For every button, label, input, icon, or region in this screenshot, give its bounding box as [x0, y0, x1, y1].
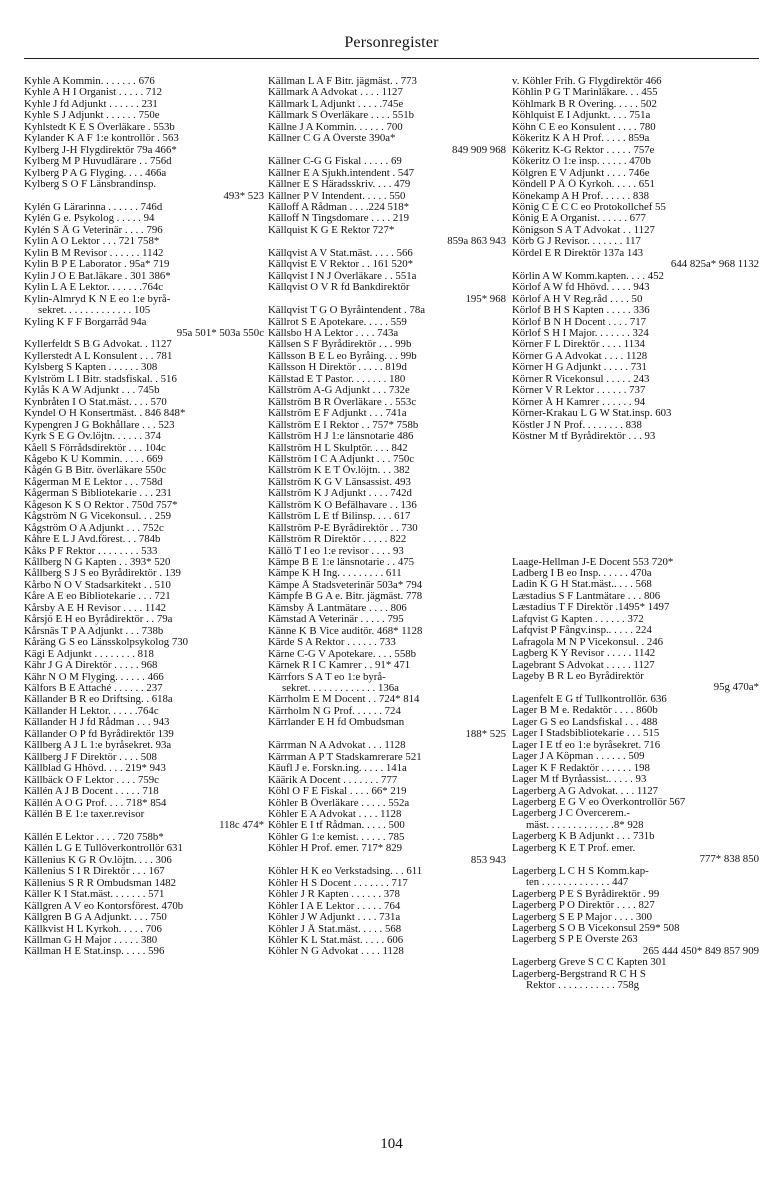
register-entry: ten . . . . . . . . . . . . . 447	[526, 877, 629, 889]
register-entry: Källström A-G Adjunkt . . . 732e	[268, 385, 410, 397]
register-entry: Källner E S Häradsskriv. . . . 479	[268, 179, 411, 191]
register-entry: Lagerberg-Bergstrand R C H S	[512, 968, 646, 980]
register-entry: Källström L E tf Bilinsp. . . . 617	[268, 511, 411, 523]
register-entry: Lagerberg L C H S Komm.kap-	[512, 865, 649, 877]
register-entry: Kylberg M P Huvudlärare . . 756d	[24, 156, 172, 168]
register-entry: Källberg A J L 1:e byråsekret. 93a	[24, 740, 172, 752]
register-entry: Kårsjö E H eo Byrådirektör . . 79a	[24, 614, 173, 626]
register-entry: Köhler J R Kapten . . . . . . 378	[268, 889, 400, 901]
register-entry: Ladin K G H Stat.mäst.. . . . 568	[512, 579, 652, 591]
register-entry: Käller K I Stat.mäst. . . . . . . 571	[24, 889, 165, 901]
register-entry: Körner F L Direktör . . . . 1134	[512, 339, 645, 351]
register-entry: Lager G S eo Landsfiskal . . . 488	[512, 716, 658, 728]
register-entry: Kärrholm E M Docent . . 724* 814	[268, 694, 420, 706]
register-entry: Källqvist I N J Överläkare . . 551a	[268, 270, 417, 282]
register-entry: Kärrman N A Advokat . . . 1128	[268, 740, 406, 752]
register-entry: Källoff N Tingsdomare . . . . 219	[268, 213, 410, 225]
register-entry: Kyrk S E G Öv.löjtn. . . . . . 374	[24, 431, 161, 443]
register-entry: Köstler J N Prof. . . . . . . . 838	[512, 419, 642, 431]
register-entry: Källmark L Adjunkt . . . . .745e	[268, 98, 404, 110]
register-entry: Lagerberg P E S Byrådirektör . 99	[512, 888, 660, 900]
register-entry: Kågeson K S O Rektor . 750d 757*	[24, 499, 178, 511]
register-entry: Köhler J Å Stat.mäst. . . . . 568	[268, 923, 402, 935]
register-entry: Laage-Hellman J-E Docent 553 720*	[512, 556, 674, 568]
register-entry: Källsson H Direktör . . . . . 819d	[268, 362, 407, 374]
register-entry: Kåre A E eo Bibliotekarie . . . 721	[24, 591, 171, 603]
register-entry: Rektor . . . . . . . . . . . 758g	[526, 980, 640, 992]
register-entry: Kårsnäs T P A Adjunkt . . . 738b	[24, 625, 164, 637]
register-entry: Kylin J O E Bat.läkare . 301 386*	[24, 270, 171, 282]
register-entry: Källoff A Rådman . . . .224 518*	[268, 201, 410, 213]
register-entry: Lager J A Köpman . . . . . . 509	[512, 751, 645, 763]
register-entry: König C E C C eo Protokollchef 55	[512, 201, 666, 213]
register-entry: Källner C-G G Fiskal . . . . . 69	[268, 156, 402, 168]
register-entry: Källqvist T G O Byråintendent . 78a	[268, 305, 426, 317]
register-entry: Körb G J Revisor. . . . . . . 117	[512, 236, 641, 248]
register-entry: Lafragola M N P Vicekonsul. . 246	[512, 636, 664, 648]
register-entry: Kähr N O M Flyging. . . . . . 466	[24, 671, 164, 683]
register-entry: 95a 501* 503a 550c	[176, 327, 264, 339]
register-entry: Kåks P F Rektor . . . . . . . . 533	[24, 545, 158, 557]
register-entry: Kågerman S Bibliotekarie . . . 231	[24, 488, 172, 500]
register-entry: Kämpe Å Stadsveterinär 503a* 794	[268, 579, 423, 591]
register-entry: Källén E Lektor . . . . 720 758b*	[24, 831, 164, 843]
register-entry: Körner G A Advokat . . . . 1128	[512, 350, 648, 362]
register-entry: Kylin B M Revisor . . . . . . 1142	[24, 247, 164, 259]
register-entry: Kärrfors S A T eo 1:e byrå-	[268, 671, 386, 683]
register-entry: Kylberg P A G Flyging. . . . 466a	[24, 167, 167, 179]
register-entry: Lagerberg Greve S C C Kapten 301	[512, 957, 667, 969]
register-entry: Källenius S I R Direktör . . . 167	[24, 866, 165, 878]
register-entry: Köhler H S Docent . . . . . . . 717	[268, 877, 408, 889]
register-entry: Kylander K A F 1:e kontrollör . 563	[24, 133, 179, 145]
register-entry: Källén B E 1:e taxer.revisor	[24, 809, 145, 820]
register-entry: Köhlquist E I Adjunkt. . . . 751a	[512, 110, 651, 122]
register-entry: 853 943	[470, 854, 506, 866]
register-entry: Källmark A Advokat . . . . 1127	[268, 87, 403, 99]
register-entry: Kökeritz K-G Rektor . . . . . 757e	[512, 144, 655, 156]
register-entry: Kylin-Almryd K N E eo 1:e byrå-	[24, 293, 171, 305]
register-entry: Kypengren J G Bokhållare . . . 523	[24, 419, 175, 431]
register-entry: Kårbo N O V Stadsarkitekt . . 510	[24, 579, 171, 591]
register-entry: Källström H J 1:e länsnotarie 486	[268, 431, 414, 443]
register-entry: Köhler G 1:e kemist. . . . . . 785	[268, 831, 405, 843]
register-entry: Körner H G Adjunkt . . . . . 731	[512, 362, 647, 374]
register-entry: v. Köhler Frih. G Flygdirektör 466	[512, 76, 662, 87]
register-entry: Källö T I eo 1:e revisor . . . . 93	[268, 545, 404, 557]
register-entry: Källström K E T Öv.löjtn. . . 382	[268, 465, 410, 477]
register-entry: Källqvist E V Rektor . . 161 520*	[268, 259, 414, 271]
register-entry: Kärne C-G V Apotekare. . . . 558b	[268, 648, 417, 660]
register-entry: Kågén G B Bitr. överläkare 550c	[24, 465, 167, 477]
register-entry: König E A Organist. . . . . . 677	[512, 213, 646, 225]
register-entry: Kärde S A Rektor . . . . . . 733	[268, 637, 396, 649]
register-entry: Kågebo K U Kommin. . . . . 669	[24, 453, 163, 465]
register-entry: Käufl J e. Forskn.ing. . . . . 141a	[268, 763, 407, 775]
register-entry: Kynbråten I O Stat.mäst. . . . 570	[24, 396, 167, 408]
register-entry: Källbäck O F Lektor . . . . 759c	[24, 774, 159, 786]
register-entry: Källström B R Överläkare . . 553c	[268, 396, 417, 408]
register-entry: Kylin A O Lektor . . . 721 758*	[24, 236, 160, 248]
register-entry: Källén A J B Docent . . . . . 718	[24, 786, 159, 798]
register-entry: Källström K O Befälhavare . . 136	[268, 499, 417, 511]
register-entry: Kägi E Adjunkt . . . . . . . . 818	[24, 648, 154, 660]
register-entry: Källström R Direktör . . . . . 822	[268, 534, 407, 546]
page-number: 104	[380, 1136, 403, 1152]
register-entry: Lageby B R L eo Byrådirektör	[512, 671, 644, 683]
register-entry: 188* 525	[465, 728, 506, 740]
register-entry: Kylén S Å G Veterinär . . . . 796	[24, 224, 163, 236]
register-entry: Kökeritz K A H Prof. . . . . 859a	[512, 133, 650, 145]
register-entry: Kållberg N G Kapten . . 393* 520	[24, 557, 171, 569]
register-entry: sekret. . . . . . . . . . . . . 136a	[282, 683, 399, 695]
register-entry: Kölgren E V Adjunkt . . . . 746e	[512, 167, 650, 179]
register-entry: Köhlin P G T Marinläkare. . . 455	[512, 87, 658, 99]
register-entry: Lagerberg S O B Vicekonsul 259* 508	[512, 923, 680, 934]
register-entry: Källblad G Hhövd. . . . 219* 943	[24, 763, 166, 775]
register-entry: Köhler J W Adjunkt . . . . 731a	[268, 912, 401, 924]
register-entry: Källmark S Överläkare . . . . 551b	[268, 110, 415, 122]
register-entry: 849 909 968	[452, 144, 506, 156]
register-entry: Körlof B H S Kapten . . . . . 336	[512, 305, 650, 317]
register-entry: Lagerberg P O Direktör . . . . 827	[512, 900, 655, 912]
register-entry: Lager I Stadsbibliotekarie . . . 515	[512, 728, 660, 740]
register-entry: Kållberg S J S eo Byrådirektör . 139	[24, 568, 181, 580]
register-entry: Kylås K A W Adjunkt . . . 745b	[24, 385, 160, 397]
register-entry: Kämsby Å Lantmätare . . . . 806	[268, 602, 407, 614]
register-entry: Källquist K G E Rektor 727*	[268, 224, 395, 236]
register-entry: Källqvist A V Stat.mäst. . . . . 566	[268, 247, 413, 259]
register-entry: Källsen S F Byrådirektör . . . 99b	[268, 339, 412, 351]
register-entry: Källander H J fd Rådman . . . 943	[24, 717, 170, 729]
register-entry: Källgren B G A Adjunkt. . . . 750	[24, 912, 167, 924]
register-entry: Källner C G A Överste 390a*	[268, 133, 396, 145]
register-entry: Källander B R eo Driftsing. . 618a	[24, 694, 173, 706]
register-entry: Kågström N G Vicekonsul. . . 259	[24, 511, 171, 523]
register-entry: Kärrman A P T Stadskamrerare 521	[268, 751, 422, 763]
register-entry: Köhler I A E Lektor . . . . . 764	[268, 900, 401, 912]
register-entry: 644 825a* 968 1132	[670, 259, 759, 271]
register-entry: Kyllerstedt A L Konsulent . . . 781	[24, 350, 173, 362]
register-entry: Kylberg S O F Länsbrandinsp.	[24, 179, 157, 191]
register-entry: Köhler H Prof. emer. 717* 829	[268, 843, 403, 855]
register-entry: Körlof S H I Major. . . . . . . 324	[512, 327, 649, 339]
register-entry: Källner P V Intendent. . . . . 550	[268, 190, 406, 202]
register-entry: Kördel E R Direktör 137a 143	[512, 247, 644, 259]
register-entry: Körlof A W fd Hhövd. . . . . 943	[512, 282, 650, 294]
register-entry: Kämpe B E 1:e länsnotarie . . 475	[268, 557, 415, 569]
register-entry: Lagerberg E G V eo Överkontrollör 567	[512, 797, 686, 809]
register-entry: Köhler N G Advokat . . . . 1128	[268, 946, 404, 958]
register-entry: Kyhle J fd Adjunkt . . . . . . 231	[24, 98, 158, 110]
register-entry: Källsbo H A Lektor . . . . 743a	[268, 327, 399, 339]
register-entry: Kyhlstedt K E S Överläkare . 553b	[24, 121, 175, 133]
register-entry: Lagerberg K E T Prof. emer.	[512, 842, 636, 854]
register-entry: Kälfors B E Attaché . . . . . . 237	[24, 683, 163, 695]
register-entry: Lager M tf Byråassist.. . . . . 93	[512, 774, 647, 786]
register-entry: Körlin A W Komm.kapten. . . . 452	[512, 270, 664, 282]
register-entry: Lagerberg S P E Överste 263	[512, 934, 638, 946]
register-entry: Kylin B P E Laborator . 95a* 719	[24, 259, 170, 271]
register-entry: Källkvist H L Kyrkoh. . . . . 706	[24, 923, 162, 935]
register-entry: Kämstad A Veterinär . . . . . 795	[268, 614, 404, 626]
register-entry: Kylsberg S Kapten . . . . . . 308	[24, 362, 158, 374]
register-entry: Kyhle A Kommin. . . . . . . 676	[24, 76, 155, 87]
register-entry: Källenius S R R Ombudsman 1482	[24, 877, 177, 889]
register-entry: Kåräng G S eo Länsskolpsykolog 730	[24, 637, 189, 649]
register-entry: Källström E F Adjunkt . . . 741a	[268, 408, 407, 420]
register-entry: Kärrholm N G Prof. . . . . . 724	[268, 705, 401, 717]
register-entry: Köhler E I tf Rådman. . . . . 500	[268, 820, 405, 832]
register-entry: Læstadius S F Lantmätare . . . 806	[512, 590, 661, 602]
register-entry: Kähr J G A Direktör . . . . . 968	[24, 660, 158, 672]
register-entry: Källne J A Kommin. . . . . . 700	[268, 121, 403, 133]
register-entry: Körner R Vicekonsul . . . . . 243	[512, 373, 650, 385]
register-entry: Lagerberg A G Advokat. . . . 1127	[512, 785, 659, 797]
register-entry: Lagenfelt E G tf Tullkontrollör. 636	[512, 693, 667, 705]
register-entry: Könekamp A H Prof. . . . . . 838	[512, 190, 650, 202]
register-entry: Käärik A Docent . . . . . . . 777	[268, 774, 398, 786]
register-entry: Köhler E A Advokat . . . . 1128	[268, 809, 402, 820]
register-column-3	[512, 76, 759, 992]
register-entry: Köhl O F E Fiskal . . . . 66* 219	[268, 786, 407, 798]
register-entry: Källström H L Skulptör. . . . 842	[268, 442, 408, 454]
register-entry: Källsson B E L eo Byråing. . . 99b	[268, 350, 417, 362]
register-entry: Kärnek R I C Kamrer . . 91* 471	[268, 660, 411, 672]
register-entry: Lafqvist G Kapten . . . . . . 372	[512, 613, 644, 625]
register-entry: Lager B M e. Redaktör . . . . 860b	[512, 705, 658, 717]
register-entry: Köhlmark B R Övering. . . . . 502	[512, 98, 657, 110]
register-entry: 95g 470a*	[713, 682, 759, 694]
register-entry: Källenius K G R Öv.löjtn. . . . 306	[24, 854, 172, 866]
register-entry: Lagebrant S Advokat . . . . . 1127	[512, 659, 655, 671]
register-entry: Kyhle S J Adjunkt . . . . . . 750e	[24, 110, 160, 122]
section-gap	[512, 443, 759, 557]
register-entry: Kämpfe B G A e. Bitr. jägmäst. 778	[268, 591, 423, 603]
register-entry: Källman G H Major . . . . . 380	[24, 934, 158, 946]
register-entry: Kågström O A Adjunkt . . . 752c	[24, 522, 164, 534]
register-entry: Köhler K L Stat.mäst. . . . . 606	[268, 934, 404, 946]
register-entry: Kylström L I Bitr. stadsfiskal. . 516	[24, 373, 177, 385]
register-entry: Källström P-E Byrådirektör . . 730	[268, 522, 418, 534]
register-entry: Källgren A V eo Kontorsförest. 470b	[24, 900, 184, 912]
register-entry: Lagerberg K B Adjunkt . . . 731b	[512, 831, 655, 843]
register-column-1	[24, 76, 264, 958]
register-entry: 859a 863 943	[447, 236, 506, 248]
register-entry: Körner Å H Kamrer . . . . . . 94	[512, 396, 646, 408]
register-entry: Källner E A Sjukh.intendent . 547	[268, 167, 415, 179]
register-entry: Källström K J Adjunkt . . . . 742d	[268, 488, 412, 500]
register-entry: Lagerberg J C Övercerem.-	[512, 808, 630, 820]
register-entry: Kyhle A H I Organist . . . . . 712	[24, 87, 163, 99]
register-entry: Kyllerfeldt S B G Advokat. . 1127	[24, 339, 172, 351]
register-entry: 195* 968	[465, 293, 506, 305]
register-entry: mäst. . . . . . . . . . . . .8* 928	[526, 819, 644, 831]
register-entry: Kylén G e. Psykolog . . . . . 94	[24, 213, 155, 225]
register-entry: Källberg J F Direktör . . . . 508	[24, 751, 157, 763]
register-column-2	[268, 76, 506, 958]
register-entry: Kämpe K H Ing. . . . . . . . . 611	[268, 568, 402, 580]
register-entry: Læstadius T F Direktör .1495* 1497	[512, 602, 670, 614]
register-entry: Kärrlander E H fd Ombudsman	[268, 717, 405, 729]
register-entry: Kåell S Förrådsdirektör . . . 104c	[24, 442, 166, 454]
register-entry: 493* 523	[223, 190, 264, 202]
register-entry: Källström K G V Länsassist. 493	[268, 476, 411, 488]
register-entry: Kyndel O H Konsertmäst. . 846 848*	[24, 408, 186, 420]
register-entry: Källman H E Stat.insp. . . . . 596	[24, 946, 165, 958]
register-entry: Källqvist O V R fd Bankdirektör	[268, 282, 410, 294]
register-entry: Källström I C A Adjunkt . . . 750c	[268, 453, 415, 465]
register-entry: Körner-Krakau L G W Stat.insp. 603	[512, 408, 672, 420]
register-entry: 118c 474*	[219, 820, 264, 832]
register-entry: Källstad E T Pastor. . . . . . . 180	[268, 373, 406, 385]
register-entry: Körner V R Lektor . . . . . . 737	[512, 385, 646, 397]
page-title: Personregister	[344, 34, 439, 51]
register-entry: Lager K F Redaktör . . . . . . 198	[512, 762, 650, 774]
register-entry: Kåhre E L J Avd.förest. . . 784b	[24, 534, 161, 546]
register-entry: Källén A O G Prof. . . . 718* 854	[24, 797, 167, 809]
register-entry: 265 444 450* 849 857 909	[642, 945, 759, 957]
header-rule	[24, 58, 759, 59]
register-entry: Kågerman M E Lektor . . . 758d	[24, 476, 163, 488]
register-entry: Köndell P Å Ö Kyrkoh. . . . . 651	[512, 179, 655, 191]
register-entry: Källman L A F Bitr. jägmäst. . 773	[268, 76, 417, 87]
register-entry: Källström E I Rektor . . 757* 758b	[268, 419, 419, 431]
register-entry: Kökeritz O 1:e insp. . . . . . 470b	[512, 156, 651, 168]
register-entry: 777* 838 850	[699, 854, 759, 866]
register-entry: Kyling K F F Borgarråd 94a	[24, 316, 147, 328]
register-entry: Köhn C E eo Konsulent . . . . 780	[512, 121, 656, 133]
register-entry: Körlof B N H Docent . . . . 717	[512, 316, 647, 328]
register-entry: Köstner M tf Byrådirektör . . . 93	[512, 431, 656, 443]
register-entry: Lagerberg S E P Major . . . . 300	[512, 911, 653, 923]
register-entry: Ladberg I B eo Insp. . . . . . 470a	[512, 567, 652, 579]
register-entry: Köhler B Överläkare . . . . . 552a	[268, 797, 410, 809]
register-entry: Kylberg J-H Flygdirektör 79a 466*	[24, 144, 177, 156]
register-entry: Källrot S E Apotekare. . . . . 559	[268, 316, 407, 328]
register-entry: Kylén G Lärarinna . . . . . . 746d	[24, 201, 163, 213]
register-entry: sekret. . . . . . . . . . . . . 105	[38, 305, 151, 317]
register-entry: Lager I E tf eo 1:e byråsekret. 716	[512, 739, 661, 751]
register-entry: Lagberg K Y Revisor . . . . . 1142	[512, 648, 656, 660]
register-entry: Lafqvist P Fångv.insp.. . . . . 224	[512, 625, 652, 637]
register-entry: Källander O P fd Byrådirektör 139	[24, 728, 174, 740]
register-entry: Källén L G E Tullöverkontrollör 631	[24, 843, 183, 855]
register-entry: Känne K B Vice auditör. 468* 1128	[268, 625, 423, 637]
register-entry: Körlof A H V Reg.råd . . . . 50	[512, 293, 643, 305]
register-entry: Königson S A T Advokat . . 1127	[512, 224, 655, 236]
register-entry: Kårsby A E H Revisor . . . . 1142	[24, 602, 167, 614]
register-entry: Kylin L A E Lektor. . . . . . .764c	[24, 282, 164, 294]
register-entry: Köhler H K eo Verkstadsing. . . 611	[268, 866, 423, 878]
register-entry: Källander H Lektor. . . . . .764c	[24, 705, 159, 717]
